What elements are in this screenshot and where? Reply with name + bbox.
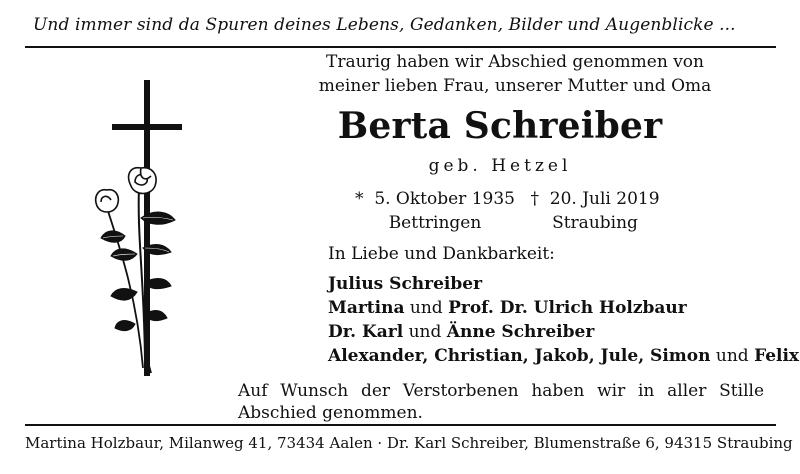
intro-line-2: meiner lieben Frau, unserer Mutter und Oma bbox=[318, 76, 712, 96]
intro-line-1: Traurig haben wir Abschied genommen von bbox=[325, 52, 704, 72]
death-info bbox=[520, 187, 670, 235]
family-name: Dr. Karl bbox=[328, 322, 404, 342]
deceased-name: Berta Schreiber bbox=[337, 105, 663, 147]
addresses: Martina Holzbaur, Milanweg 41, 73434 Aalen · Dr. Karl Schreiber, Blumenstraße 6, 94315 Straubing bbox=[25, 434, 793, 452]
birth-info bbox=[340, 187, 530, 235]
death-date: 20. Juli 2019 bbox=[549, 189, 660, 209]
birth-place: Bettringen bbox=[388, 213, 482, 233]
family-name: Änne Schreiber bbox=[446, 322, 595, 342]
family-name: Prof. Dr. Ulrich Holzbaur bbox=[448, 298, 687, 318]
cross-with-rose-icon bbox=[85, 78, 210, 383]
motto: Und immer sind da Spuren deines Lebens, Gedanken, Bilder und Augenblicke ... bbox=[33, 15, 736, 35]
family-conjunction: und bbox=[409, 298, 443, 318]
top-rule bbox=[25, 46, 776, 48]
family-name: Felix bbox=[754, 346, 800, 366]
family-list bbox=[328, 272, 799, 368]
family-name: Martina bbox=[328, 298, 405, 318]
death-place: Straubing bbox=[552, 213, 638, 233]
family-row bbox=[328, 272, 799, 296]
closing-line-1: Auf Wunsch der Verstorbenen haben wir in aller Stille bbox=[238, 381, 764, 401]
family-conjunction: und bbox=[408, 322, 442, 342]
family-row bbox=[328, 344, 799, 368]
closing-line-2: Abschied genommen. bbox=[238, 403, 423, 423]
thanks-line: In Liebe und Dankbarkeit: bbox=[328, 244, 555, 264]
bottom-rule bbox=[25, 424, 776, 426]
family-conjunction: und bbox=[715, 346, 749, 366]
family-row bbox=[328, 320, 799, 344]
family-name: Julius Schreiber bbox=[328, 274, 483, 294]
family-row bbox=[328, 296, 799, 320]
closing-text bbox=[238, 380, 764, 424]
birth-symbol: * bbox=[355, 189, 364, 209]
birth-date: 5. Oktober 1935 bbox=[374, 189, 515, 209]
family-name: Alexander, Christian, Jakob, Jule, Simon bbox=[328, 346, 711, 366]
intro-text bbox=[300, 50, 730, 98]
maiden-name: geb. Hetzel bbox=[428, 156, 572, 176]
death-symbol: † bbox=[530, 189, 539, 209]
